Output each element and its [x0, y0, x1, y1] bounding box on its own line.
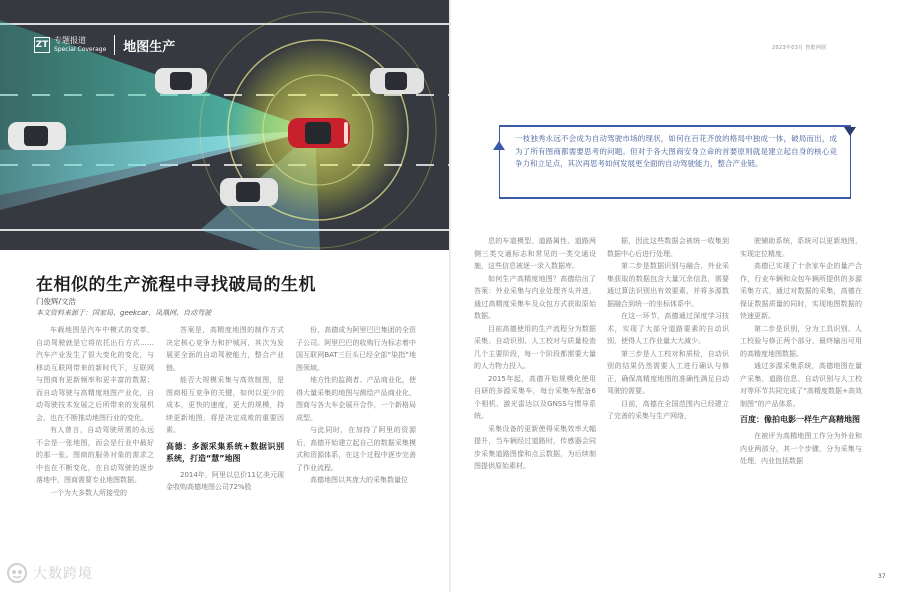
paragraph: 2014年，阿里以总价11亿美元现金收购高德地图公司72%股 — [166, 470, 284, 491]
text-column-2 — [166, 324, 284, 584]
white-car-bottom — [220, 178, 278, 206]
triangle-down-icon — [844, 127, 856, 136]
section-label-en: Special Coverage — [54, 46, 107, 53]
paragraph: 份，高德成为阿里巴巴集团的全资子公司。阿里巴巴的收购行为标志着中国互联网BAT三巨头已经全部“染指”地图领域。 — [296, 326, 416, 372]
section-tag — [34, 34, 175, 56]
white-car-topright — [370, 68, 424, 94]
autonomous-driving-illustration — [0, 0, 449, 250]
paragraph: 据，因此这些数据会被统一收集到数据中心后进行处理。 — [607, 237, 729, 258]
text-column-6 — [740, 235, 862, 575]
pull-quote-box — [493, 125, 856, 199]
article-source: 本文资料来源于：国家局、geekcar、凤凰网、自动驾驶 — [36, 309, 212, 317]
pull-quote-edge-left — [499, 125, 500, 198]
paragraph: 车载地图是汽车中模式的变革，自动驾驶就是它将依托出行方式……汽车产业发生了很大变化的变化，与移动互联网带来的新时代下，互联网与图商有更新频率和更丰富的数据；而自动驾驶与高精度地图产业化，自动驾驶技术发展之后所带来的发展机会，也在不断推动地图行业的变化。 — [36, 326, 154, 422]
triangle-up-icon — [493, 141, 505, 150]
article-title: 在相似的生产流程中寻找破局的生机 — [36, 275, 316, 295]
paragraph: 息的车道模型、道路属性、道路两侧三类交通标志和常见的一类交通设施，这些信息被逐一录入数据库。 — [474, 237, 596, 270]
pull-quote-rule-bottom — [499, 197, 851, 199]
text-column-1 — [36, 324, 154, 584]
paragraph: 地方性的监测者、产品商业化，使得大量采集的地图与测绘产品商业化，图商与各大车企展开合作，一个新格局成型。 — [296, 376, 416, 422]
paragraph: 第二步是识别，分为工具识别、人工校验与修正两个部分，最终输出可用的高精度地图数据。 — [740, 324, 862, 358]
pull-quote-rule-top — [499, 125, 851, 127]
section-logo-icon: ZT — [34, 37, 50, 53]
text-column-4 — [474, 235, 596, 575]
paragraph: 有人曾言，自动驾驶所需的永远不会是一张地图，而会是行业中最好的那一张。图商的服务对象的需求之中也在不断变化，在自动驾驶的逐步落地中，图商需要专业地图数据。 — [36, 426, 154, 484]
text-column-5 — [607, 235, 729, 575]
paragraph: 高德已实现了十余家车企的量产合作，行业车辆和众包车辆所提供的多源采集方式，通过对数据的采集，高德在保证数据质量的同时，实现地图数据的快速更新。 — [740, 262, 862, 320]
white-car-topleft — [155, 68, 207, 94]
subheading-baidu: 百度：像拍电影一样生产高精地图 — [740, 415, 860, 424]
page-gutter — [449, 0, 452, 592]
paragraph: 第三步是人工校对和质检，自动识别的结果仍然需要人工进行确认与修正，确保高精度地图的准确性满足自动驾驶的需要。 — [607, 349, 729, 395]
section-label — [54, 36, 106, 54]
paragraph: 采集设备的更新使得采集效率大幅提升，当车辆经过道路时，传感器会同步采集道路图像和点云数据，为后续制图提供原始素材。 — [474, 424, 596, 470]
dashu-logo-icon — [6, 562, 28, 584]
watermark — [6, 562, 93, 584]
paragraph: 能否大规模采集与高效制图，是图商相互竞争的关键，如何以更少的成本，更快的速度，更大的规模，持续更新地图，将是决定成败的重要因素。 — [166, 376, 284, 434]
section-label-cn: 专题报道 — [54, 36, 86, 45]
running-header: 2023年03月 智能网联 — [772, 45, 827, 51]
page-number: 37 — [878, 573, 886, 580]
paragraph: 通过多源采集系统，高德地图在量产采集、道路信息、自动识别与人工校对等环节共同完成了“高精度数据+高效制图”的产品体系。 — [740, 362, 862, 408]
subheading-gaode: 高德：多源采集系统+数据识别系统，打造“慧”地图 — [166, 441, 284, 463]
paragraph: 目前，高德在全国范围内已经建立了完善的采集与生产网络， — [607, 399, 729, 420]
paragraph: 答案是，高精度地图的制作方式决定核心竞争力和护城河，其次为发展更全面的自动驾驶能力，整合产业链。 — [166, 326, 284, 372]
paragraph: 高德地图以其庞大的采集数量位 — [310, 476, 408, 484]
watermark-text: 大数跨境 — [33, 566, 93, 582]
paragraph: 第二步是数据识别与融合，外业采集获取的数据包含大量冗余信息，需要通过算法识别出有效要素，并将多源数据融合到统一的坐标体系中。 — [607, 262, 729, 308]
red-ego-car — [288, 118, 350, 148]
pull-quote-text: 一枝独秀永远不会成为自动驾驶市场的现状，如何在百花齐放的格局中独成一体，破局而出，成为了所有图商都需要思考的问题。但对于各大图商安身立命的首要原则就是建立起自身的核心竞争力和立足点，其次再思考如何发展更全面的自动驾驶能力，整合产业链。 — [515, 134, 837, 168]
article-byline: 门俊辉/文浩 — [36, 297, 77, 306]
paragraph: 在这一环节，高德通过深度学习技术，实现了大部分道路要素的自动识别，使得人工作业量大大减少。 — [607, 312, 729, 345]
text-column-3 — [296, 324, 416, 584]
section-name: 地图生产 — [123, 39, 176, 55]
white-car-left — [8, 122, 66, 150]
paragraph: 与此同时，在加持了阿里的资源后，高德开始建立起自己的数据采集模式和资源体系，在这个过程中逐步完善了作业流程。 — [296, 426, 416, 472]
paragraph: 2015年起，高德开始规模化使用自研的多源采集车，每台采集车配备6个相机、激光雷达以及GNSS与惯导系统。 — [474, 374, 596, 420]
paragraph: 驶辅助系统，系统可以更新地图，实现定位精度。 — [740, 237, 862, 258]
section-divider — [114, 35, 115, 55]
paragraph: 如何生产高精度地图？高德给出了答案：外业采集与内业处理齐头并进，通过高精度采集车及众包方式获取原始数据。 — [474, 274, 596, 320]
paragraph: 在被评为高精地图工作分为外业和内业两部分，其一个步骤，分为采集与处理，内业包括数据 — [740, 432, 862, 465]
paragraph: 目前高德使用的生产流程分为数据采集、自动识别、人工校对与质量检查几个主要阶段，每一个阶段都需要大量的人力物力投入。 — [474, 324, 596, 370]
paragraph: 一个为大多数人所接受的 — [50, 488, 127, 497]
